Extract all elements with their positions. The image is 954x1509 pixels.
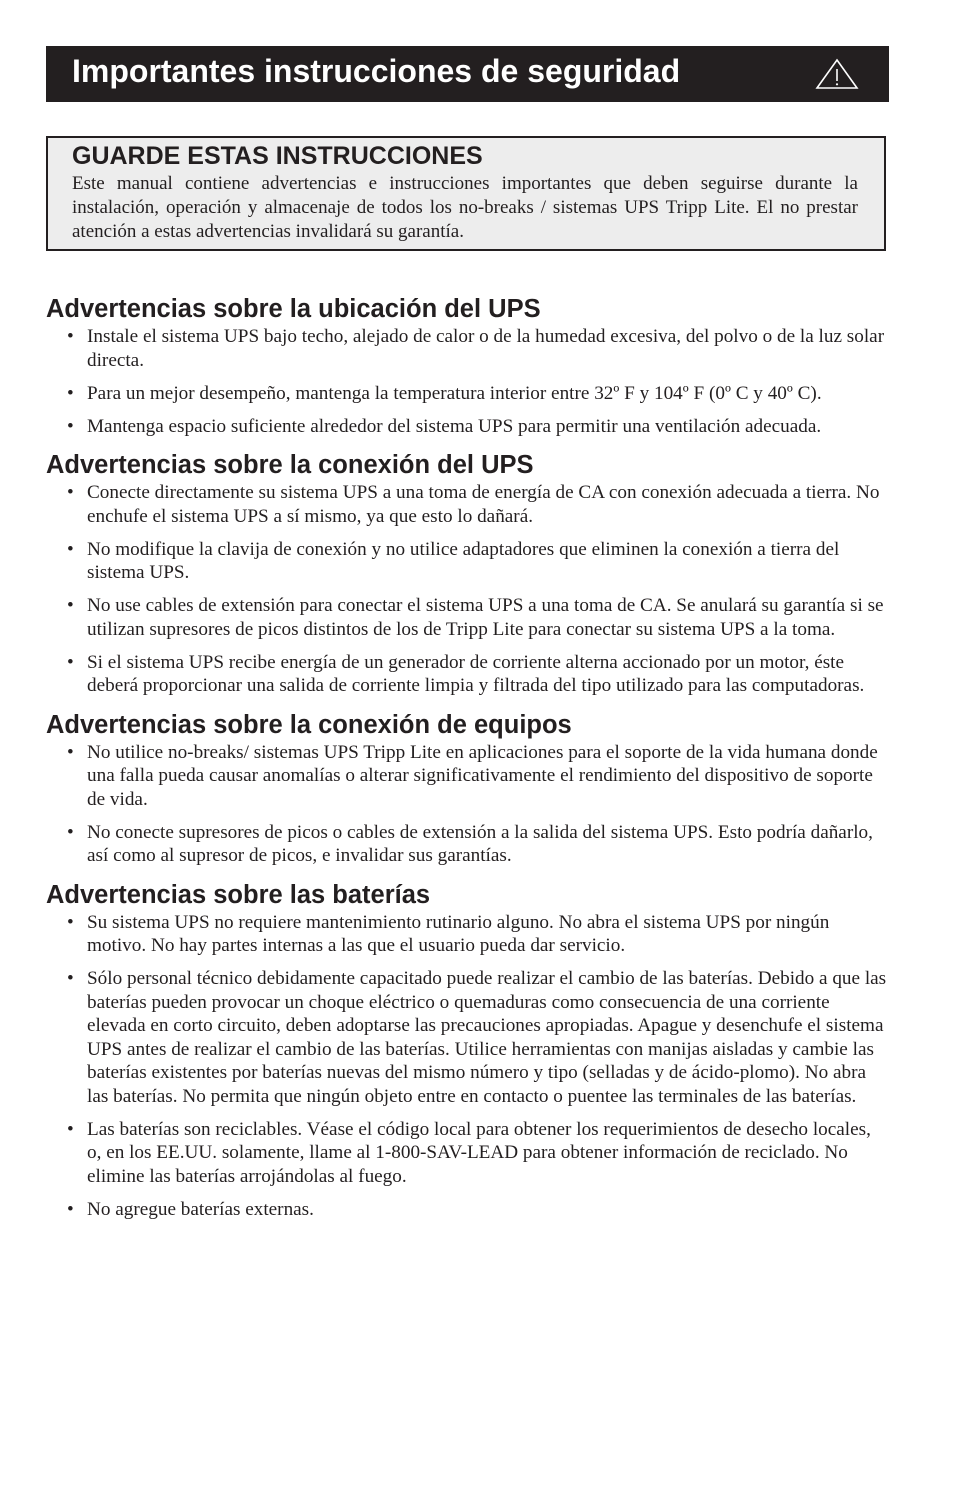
list-item-text: No modifique la clavija de conexión y no utilice adaptadores que eliminen la conexión a tierra del sistema UPS. <box>87 538 840 583</box>
list-item <box>46 481 889 528</box>
list-item-text: Instale el sistema UPS bajo techo, alejado de calor o de la humedad excesiva, del polvo o de la luz solar directa. <box>87 326 885 371</box>
list-item <box>46 967 889 1108</box>
section-heading: Advertencias sobre la ubicación del UPS <box>46 295 541 323</box>
bullet-icon: • <box>67 595 74 616</box>
save-instructions-heading: GUARDE ESTAS INSTRUCCIONES <box>72 142 483 170</box>
bullet-icon: • <box>67 382 74 404</box>
bullet-icon: • <box>67 538 74 560</box>
page <box>46 46 889 1231</box>
section-heading: Advertencias sobre las baterías <box>46 880 431 909</box>
list-item <box>46 325 889 372</box>
save-instructions-box <box>46 136 886 251</box>
bullet-icon: • <box>67 651 74 673</box>
list-item <box>46 382 889 406</box>
list-item <box>46 821 889 868</box>
list-item-text: Las baterías son reciclables. Véase el código local para obtener los requerimientos de desecho locales, o, en los EE.UU. solamente, llame al 1-800-SAV-LEAD para obtener información de reciclado. No elimine las baterías arrojándolas al fuego. <box>87 1118 871 1187</box>
list-item-text: No agregue baterías externas. <box>87 1198 314 1220</box>
bullet-icon: • <box>67 1118 74 1140</box>
bullet-icon: • <box>67 911 74 933</box>
list-item <box>46 415 889 439</box>
warning-triangle-icon <box>815 58 859 90</box>
list-item <box>46 1118 889 1189</box>
list-item <box>46 651 889 698</box>
section-ups-connection <box>46 449 889 698</box>
bullet-icon: • <box>67 415 74 437</box>
title-bar <box>46 46 889 102</box>
bullet-icon: • <box>67 968 74 989</box>
bullet-icon: • <box>67 1198 74 1220</box>
bullet-icon: • <box>67 821 74 843</box>
list-item-text: Mantenga espacio suficiente alrededor del sistema UPS para permitir una ventilación adecuada. <box>87 415 822 437</box>
list-item-text: Sólo personal técnico debidamente capacitado puede realizar el cambio de las baterías. Debido a que las baterías pueden provocar un choque eléctrico o quemaduras como consecuencia de una corriente elevada en corto circuito, deben adoptarse las precauciones apropiadas. Apague y desenchufe el sistema UPS antes de realizar el cambio de las baterías. Utilice herramientas con manijas aisladas y cambie las baterías existentes por baterías nuevas del mismo número y tipo (selladas y de ácido-plomo). No abra las baterías. No permita que ningún objeto entre en contacto o puentee las terminales de las baterías. <box>87 968 887 1107</box>
list-item <box>46 538 889 585</box>
section-equipment-connection <box>46 709 889 868</box>
list-item-text: Su sistema UPS no requiere mantenimiento rutinario alguno. No abra el sistema UPS por ningún motivo. No hay partes internas a las que el usuario pueda dar servicio. <box>87 911 830 956</box>
list-item-text: Para un mejor desempeño, mantenga la temperatura interior entre 32º F y 104º F (0º C y 40º C). <box>87 382 822 404</box>
list-item-text: Conecte directamente su sistema UPS a una toma de energía de CA con conexión adecuada a tierra. No enchufe el sistema UPS a sí mismo, ya que esto lo dañará. <box>87 482 880 527</box>
bullet-list <box>46 741 889 868</box>
section-batteries <box>46 879 889 1222</box>
page-title: Importantes instrucciones de seguridad <box>72 53 681 89</box>
list-item <box>46 741 889 812</box>
bullet-icon: • <box>67 741 74 763</box>
bullet-icon: • <box>67 482 74 503</box>
list-item-text: No conecte supresores de picos o cables de extensión a la salida del sistema UPS. Esto podría dañarlo, así como al supresor de picos, e invalidar sus garantías. <box>87 821 873 866</box>
section-heading: Advertencias sobre la conexión de equipos <box>46 710 572 739</box>
list-item <box>46 1198 889 1222</box>
list-item-text: No utilice no-breaks/ sistemas UPS Tripp Lite en aplicaciones para el soporte de la vida humana donde una falla pueda causar anomalías o alterar significativamente el rendimiento del dispositivo de soporte de vida. <box>87 741 878 810</box>
list-item <box>46 594 889 641</box>
list-item <box>46 911 889 958</box>
bullet-list <box>46 911 889 1222</box>
save-instructions-text: Este manual contiene advertencias e instrucciones importantes que deben seguirse durante la instalación, operación y almacenaje de todos los no-breaks / sistemas UPS Tripp Lite. El no prestar atención a estas advertencias invalidará su garantía. <box>72 173 858 242</box>
bullet-icon: • <box>67 326 74 347</box>
bullet-list <box>46 325 889 438</box>
list-item-text: No use cables de extensión para conectar el sistema UPS a una toma de CA. Se anulará su garantía si se utilizan supresores de picos distintos de los de Tripp Lite para conectar su sistema UPS a la toma. <box>87 595 884 640</box>
list-item-text: Si el sistema UPS recibe energía de un generador de corriente alterna accionado por un motor, éste deberá proporcionar una salida de corriente limpia y filtrada del tipo utilizado para las computadoras. <box>87 651 865 696</box>
bullet-list <box>46 481 889 698</box>
section-ups-location <box>46 293 889 438</box>
section-heading: Advertencias sobre la conexión del UPS <box>46 451 534 479</box>
